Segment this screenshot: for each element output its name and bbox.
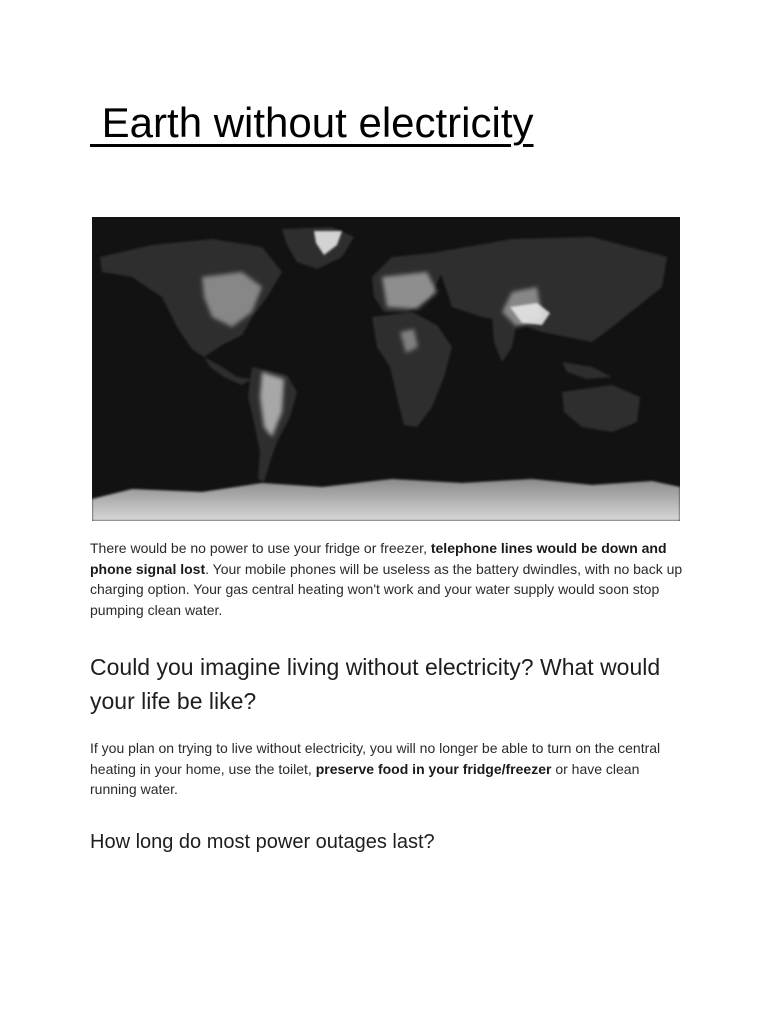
earth-at-night-image xyxy=(92,217,680,521)
paragraph1-text-start: There would be no power to use your fridge or freezer, xyxy=(90,540,431,556)
paragraph2-text-end: or have clean running water. xyxy=(90,760,640,797)
living-without-electricity-paragraph xyxy=(90,738,686,800)
world-map-graphic xyxy=(92,217,680,521)
paragraph2-text-start: If you plan on trying to live without electricity, you will no longer be able to turn on the central heating in your home, use the toilet, xyxy=(90,740,661,777)
intro-paragraph xyxy=(90,538,686,620)
paragraph1-bold-text: telephone lines would be down and phone signal lost xyxy=(90,540,667,577)
section-heading-imagine: Could you imagine living without electricity? What would your life be like? xyxy=(90,654,661,714)
paragraph2-bold-text: preserve food in your fridge/freezer xyxy=(315,760,552,777)
section-heading-outages: How long do most power outages last? xyxy=(90,831,435,853)
paragraph1-text-end: . Your mobile phones will be useless as the battery dwindles, with no back up charging option. Your gas central heating won't work and your water supply would soon stop pumping clean water. xyxy=(90,560,683,618)
page-title: Earth without electricity xyxy=(90,99,534,146)
